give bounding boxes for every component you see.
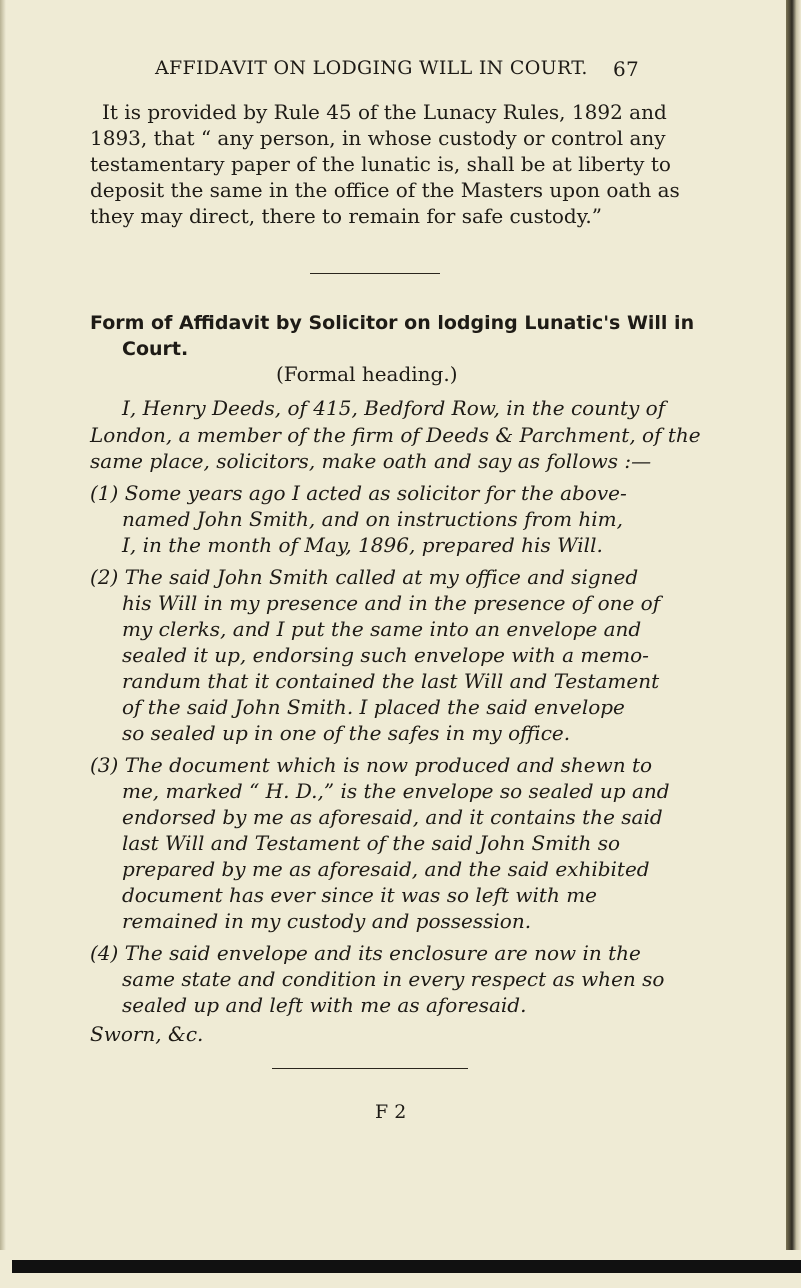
running-header (155, 57, 640, 81)
intro-line: 1893, that “ any person, in whose custody or control any (90, 126, 666, 150)
paragraph-line: (1) Some years ago I acted as solicitor for the above- (90, 481, 627, 505)
paragraph-line: (4) The said envelope and its enclosure are now in the (90, 941, 641, 965)
running-title: AFFIDAVIT ON LODGING WILL IN COURT. (155, 57, 588, 79)
page-bottom-edge (0, 1250, 801, 1288)
closing-divider (272, 1068, 468, 1069)
paragraph-line: last Will and Testament of the said John Smith so (122, 831, 621, 855)
page-number: 67 (613, 57, 640, 81)
paragraph-line: prepared by me as aforesaid, and the said exhibited (122, 857, 650, 881)
bottom-shadow-bar (12, 1260, 801, 1273)
paragraph-line: named John Smith, and on instructions from him, (122, 507, 624, 531)
paragraph-line: I, in the month of May, 1896, prepared his Will. (122, 533, 603, 557)
paragraph-line: randum that it contained the last Will and Testament (122, 669, 660, 693)
paragraph-line: of the said John Smith. I placed the said envelope (122, 695, 625, 719)
paragraph-line: remained in my custody and possession. (122, 909, 532, 933)
opening-line: London, a member of the firm of Deeds & Parchment, of the (90, 423, 701, 447)
paragraph-line: endorsed by me as aforesaid, and it contains the said (122, 805, 663, 829)
form-subheading: (Formal heading.) (276, 362, 458, 386)
paragraph-line: so sealed up in one of the safes in my office. (122, 721, 571, 745)
paragraph-line: same state and condition in every respect as when so (122, 967, 665, 991)
signature-mark: F 2 (375, 1101, 407, 1123)
paragraph-line: (2) The said John Smith called at my office and signed (90, 565, 639, 589)
paragraph-line: document has ever since it was so left with me (122, 883, 597, 907)
intro-line: they may direct, there to remain for safe custody.” (90, 204, 602, 228)
form-heading: Form of Affidavit by Solicitor on lodging Lunatic's Will in (90, 312, 695, 334)
book-spine-edge (786, 0, 801, 1288)
paragraph-line: sealed up and left with me as aforesaid. (122, 993, 527, 1017)
paragraph-line: sealed it up, endorsing such envelope with a memo- (122, 643, 649, 667)
closing-sworn: Sworn, &c. (90, 1022, 204, 1046)
page-left-edge (0, 0, 6, 1288)
form-heading-cont: Court. (122, 338, 189, 360)
intro-line: testamentary paper of the lunatic is, shall be at liberty to (90, 152, 671, 176)
opening-line: same place, solicitors, make oath and say as follows :— (90, 449, 652, 473)
paragraph-line: me, marked “ H. D.,” is the envelope so sealed up and (122, 779, 670, 803)
opening-line: I, Henry Deeds, of 415, Bedford Row, in the county of (122, 396, 666, 420)
intro-line: deposit the same in the office of the Masters upon oath as (90, 178, 680, 202)
section-divider (310, 273, 440, 274)
paragraph-line: (3) The document which is now produced and shewn to (90, 753, 653, 777)
paragraph-line: his Will in my presence and in the presence of one of (122, 591, 661, 615)
intro-line: It is provided by Rule 45 of the Lunacy Rules, 1892 and (102, 100, 667, 124)
paragraph-line: my clerks, and I put the same into an envelope and (122, 617, 642, 641)
